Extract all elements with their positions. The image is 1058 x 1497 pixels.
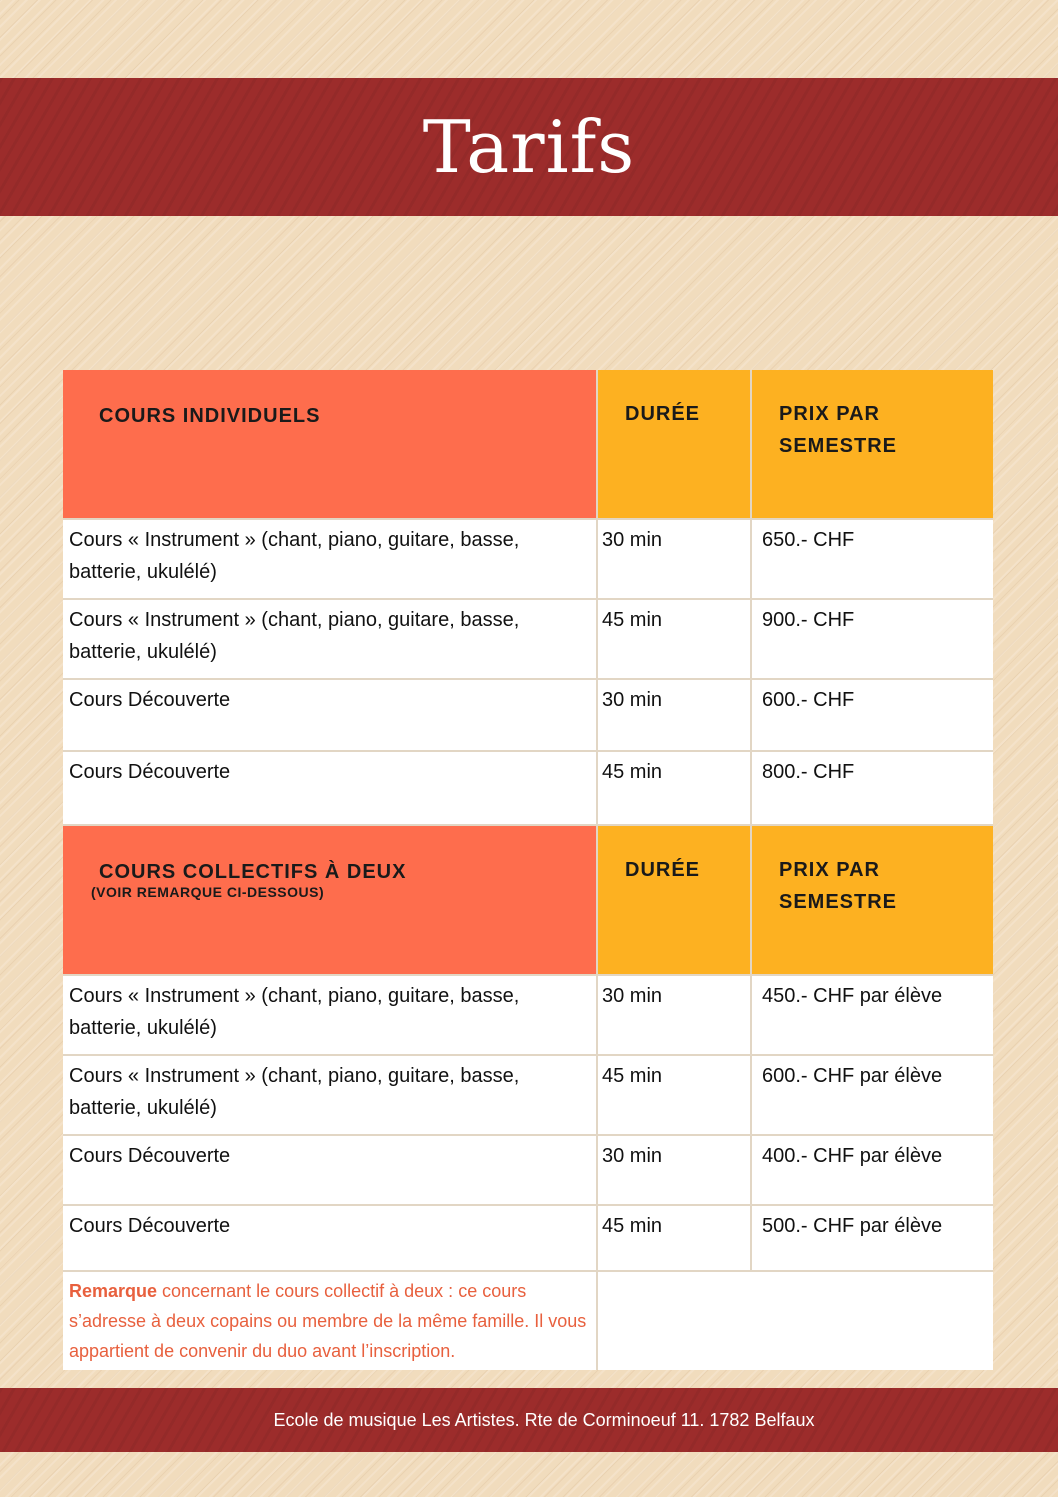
price-header-cell (752, 370, 993, 518)
course-cell: Cours Découverte (63, 1206, 598, 1270)
price-cell: 400.- CHF par élève (752, 1136, 993, 1204)
price-table (63, 370, 993, 1370)
table-row (63, 1134, 993, 1204)
remark-cell (63, 1272, 598, 1370)
footer-address: Ecole de musique Les Artistes. Rte de Corminoeuf 11. 1782 Belfaux (273, 1409, 815, 1430)
duration-cell: 30 min (598, 680, 752, 750)
table-row (63, 974, 993, 1054)
collective-title: COURS COLLECTIFS À DEUX (99, 861, 407, 883)
table-row (63, 750, 993, 824)
price-cell: 800.- CHF (752, 752, 993, 824)
table-row (63, 598, 993, 678)
duration-cell: 45 min (598, 1206, 752, 1270)
collective-subtitle: (VOIR REMARQUE CI-DESSOUS) (91, 884, 325, 900)
price-header: PRIX PAR SEMESTRE (779, 859, 898, 913)
duration-cell: 45 min (598, 1056, 752, 1134)
duration-cell: 45 min (598, 752, 752, 824)
remark-label: Remarque (69, 1281, 158, 1301)
duration-cell: 30 min (598, 1136, 752, 1204)
course-cell: Cours « Instrument » (chant, piano, guitare, basse, batterie, ukulélé) (63, 976, 598, 1054)
remark-empty-cell (598, 1272, 993, 1370)
price-cell: 600.- CHF (752, 680, 993, 750)
duration-cell: 30 min (598, 976, 752, 1054)
price-cell: 600.- CHF par élève (752, 1056, 993, 1134)
table-row (63, 1204, 993, 1270)
table-row (63, 678, 993, 750)
course-cell: Cours « Instrument » (chant, piano, guitare, basse, batterie, ukulélé) (63, 600, 598, 678)
duration-header: DURÉE (625, 859, 701, 881)
price-cell: 450.- CHF par élève (752, 976, 993, 1054)
price-header-cell (752, 826, 993, 974)
remark-row (63, 1270, 993, 1370)
course-cell: Cours Découverte (63, 1136, 598, 1204)
price-cell: 650.- CHF (752, 520, 993, 598)
table-row (63, 1054, 993, 1134)
duration-header-cell (598, 370, 752, 518)
individual-title-cell (63, 370, 598, 518)
price-cell: 900.- CHF (752, 600, 993, 678)
footer-banner (0, 1388, 1058, 1452)
table-row (63, 518, 993, 598)
individual-title: COURS INDIVIDUELS (99, 405, 321, 427)
collective-header-row (63, 824, 993, 974)
duration-header: DURÉE (625, 403, 701, 425)
title-banner (0, 78, 1058, 216)
course-cell: Cours « Instrument » (chant, piano, guitare, basse, batterie, ukulélé) (63, 520, 598, 598)
duration-cell: 45 min (598, 600, 752, 678)
price-header: PRIX PAR SEMESTRE (779, 403, 898, 457)
individual-header-row (63, 370, 993, 518)
course-cell: Cours Découverte (63, 752, 598, 824)
page-title: Tarifs (422, 105, 636, 189)
course-cell: Cours Découverte (63, 680, 598, 750)
duration-header-cell (598, 826, 752, 974)
collective-title-cell (63, 826, 598, 974)
duration-cell: 30 min (598, 520, 752, 598)
price-cell: 500.- CHF par élève (752, 1206, 993, 1270)
course-cell: Cours « Instrument » (chant, piano, guitare, basse, batterie, ukulélé) (63, 1056, 598, 1134)
remark-text: concernant le cours collectif à deux : ce cours s’adresse à deux copains ou membre de la même famille. Il vous appartient de convenir du duo avant l’inscription. (69, 1281, 587, 1361)
